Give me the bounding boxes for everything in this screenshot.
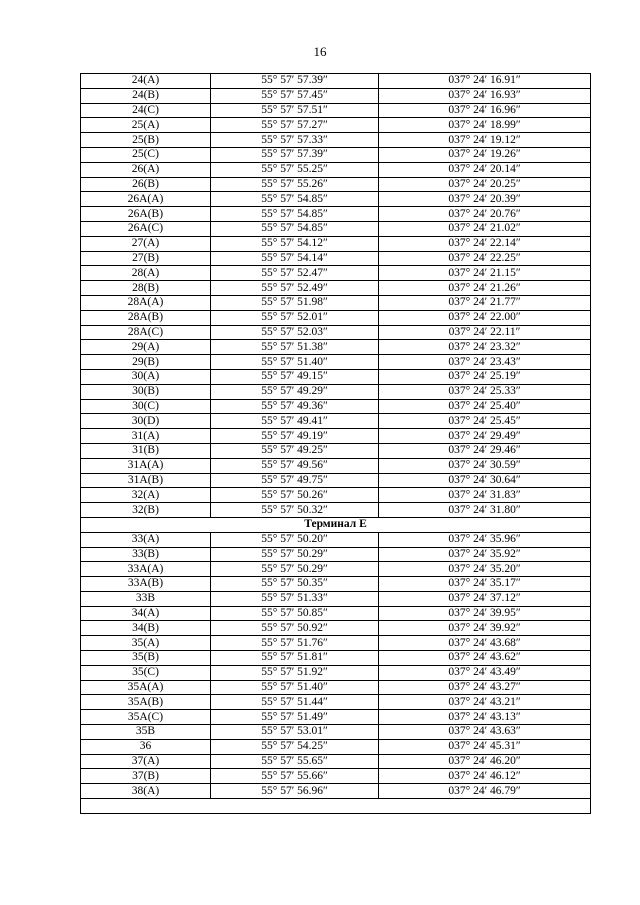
latitude-cell: 55° 57′ 49.36″: [211, 399, 379, 414]
stand-id-cell: 24(C): [81, 103, 211, 118]
longitude-cell: 037° 24′ 18.99″: [379, 118, 591, 133]
stand-id-cell: 26A(A): [81, 192, 211, 207]
latitude-cell: 55° 57′ 54.12″: [211, 236, 379, 251]
latitude-cell: 55° 57′ 49.29″: [211, 384, 379, 399]
table-row: [81, 192, 591, 207]
stand-id-cell: 26(A): [81, 162, 211, 177]
stand-id-cell: 38(A): [81, 784, 211, 799]
latitude-cell: 55° 57′ 50.29″: [211, 562, 379, 577]
stand-id-cell: 35A(C): [81, 710, 211, 725]
table-row: [81, 162, 591, 177]
longitude-cell: 037° 24′ 25.19″: [379, 369, 591, 384]
longitude-cell: 037° 24′ 43.68″: [379, 636, 591, 651]
latitude-cell: 55° 57′ 51.76″: [211, 636, 379, 651]
table-row: [81, 710, 591, 725]
longitude-cell: 037° 24′ 20.14″: [379, 162, 591, 177]
latitude-cell: 55° 57′ 55.65″: [211, 754, 379, 769]
longitude-cell: 037° 24′ 16.91″: [379, 74, 591, 89]
table-row: [81, 547, 591, 562]
stand-id-cell: 33A(A): [81, 562, 211, 577]
longitude-cell: 037° 24′ 22.14″: [379, 236, 591, 251]
stand-id-cell: 35(A): [81, 636, 211, 651]
latitude-cell: 55° 57′ 50.20″: [211, 532, 379, 547]
empty-row: [81, 799, 591, 814]
stand-id-cell: 24(A): [81, 74, 211, 89]
latitude-cell: 55° 57′ 50.32″: [211, 503, 379, 518]
latitude-cell: 55° 57′ 57.27″: [211, 118, 379, 133]
table-row: [81, 473, 591, 488]
latitude-cell: 55° 57′ 54.85″: [211, 192, 379, 207]
latitude-cell: 55° 57′ 56.96″: [211, 784, 379, 799]
stand-id-cell: 33B: [81, 591, 211, 606]
table-body-part1: [81, 74, 591, 518]
latitude-cell: 55° 57′ 54.25″: [211, 739, 379, 754]
section-row: [81, 517, 591, 532]
stand-id-cell: 26(B): [81, 177, 211, 192]
longitude-cell: 037° 24′ 31.83″: [379, 488, 591, 503]
table-row: [81, 133, 591, 148]
table-row: [81, 429, 591, 444]
stand-id-cell: 35A(A): [81, 680, 211, 695]
longitude-cell: 037° 24′ 22.00″: [379, 310, 591, 325]
stand-id-cell: 31(B): [81, 443, 211, 458]
longitude-cell: 037° 24′ 20.76″: [379, 207, 591, 222]
table-section: [81, 517, 591, 532]
table-row: [81, 369, 591, 384]
latitude-cell: 55° 57′ 54.85″: [211, 221, 379, 236]
longitude-cell: 037° 24′ 20.39″: [379, 192, 591, 207]
longitude-cell: 037° 24′ 46.12″: [379, 769, 591, 784]
table-row: [81, 562, 591, 577]
table-row: [81, 236, 591, 251]
table-row: [81, 74, 591, 89]
table-row: [81, 355, 591, 370]
latitude-cell: 55° 57′ 49.15″: [211, 369, 379, 384]
stand-id-cell: 30(B): [81, 384, 211, 399]
latitude-cell: 55° 57′ 51.33″: [211, 591, 379, 606]
latitude-cell: 55° 57′ 55.26″: [211, 177, 379, 192]
latitude-cell: 55° 57′ 51.40″: [211, 355, 379, 370]
stand-id-cell: 28(A): [81, 266, 211, 281]
longitude-cell: 037° 24′ 25.33″: [379, 384, 591, 399]
latitude-cell: 55° 57′ 49.75″: [211, 473, 379, 488]
stand-id-cell: 30(D): [81, 414, 211, 429]
table-row: [81, 754, 591, 769]
longitude-cell: 037° 24′ 23.32″: [379, 340, 591, 355]
latitude-cell: 55° 57′ 50.26″: [211, 488, 379, 503]
stand-id-cell: 27(A): [81, 236, 211, 251]
longitude-cell: 037° 24′ 43.13″: [379, 710, 591, 725]
table-row: [81, 340, 591, 355]
table-row: [81, 665, 591, 680]
table-row: [81, 414, 591, 429]
stand-id-cell: 37(A): [81, 754, 211, 769]
stand-id-cell: 32(A): [81, 488, 211, 503]
table-row: [81, 532, 591, 547]
latitude-cell: 55° 57′ 51.49″: [211, 710, 379, 725]
latitude-cell: 55° 57′ 52.47″: [211, 266, 379, 281]
stand-id-cell: 37(B): [81, 769, 211, 784]
latitude-cell: 55° 57′ 50.29″: [211, 547, 379, 562]
longitude-cell: 037° 24′ 35.96″: [379, 532, 591, 547]
stand-id-cell: 35(B): [81, 651, 211, 666]
longitude-cell: 037° 24′ 21.02″: [379, 221, 591, 236]
table-row: [81, 103, 591, 118]
latitude-cell: 55° 57′ 57.45″: [211, 88, 379, 103]
table-row: [81, 399, 591, 414]
stand-id-cell: 32(B): [81, 503, 211, 518]
longitude-cell: 037° 24′ 43.49″: [379, 665, 591, 680]
longitude-cell: 037° 24′ 30.59″: [379, 458, 591, 473]
table-row: [81, 725, 591, 740]
table-row: [81, 147, 591, 162]
table-row: [81, 295, 591, 310]
stand-id-cell: 34(B): [81, 621, 211, 636]
longitude-cell: 037° 24′ 43.62″: [379, 651, 591, 666]
stand-id-cell: 31A(A): [81, 458, 211, 473]
page-number: 16: [313, 44, 327, 59]
table-row: [81, 636, 591, 651]
table-row: [81, 177, 591, 192]
longitude-cell: 037° 24′ 20.25″: [379, 177, 591, 192]
stand-id-cell: 28A(B): [81, 310, 211, 325]
table-row: [81, 503, 591, 518]
longitude-cell: 037° 24′ 25.45″: [379, 414, 591, 429]
longitude-cell: 037° 24′ 23.43″: [379, 355, 591, 370]
stand-id-cell: 26A(C): [81, 221, 211, 236]
longitude-cell: 037° 24′ 46.20″: [379, 754, 591, 769]
latitude-cell: 55° 57′ 49.25″: [211, 443, 379, 458]
latitude-cell: 55° 57′ 57.51″: [211, 103, 379, 118]
longitude-cell: 037° 24′ 43.21″: [379, 695, 591, 710]
latitude-cell: 55° 57′ 52.03″: [211, 325, 379, 340]
latitude-cell: 55° 57′ 52.49″: [211, 281, 379, 296]
longitude-cell: 037° 24′ 22.25″: [379, 251, 591, 266]
coordinates-table: [80, 73, 591, 814]
section-title: Терминал E: [81, 517, 591, 532]
stand-id-cell: 29(A): [81, 340, 211, 355]
table-row: [81, 384, 591, 399]
table-row: [81, 739, 591, 754]
latitude-cell: 55° 57′ 57.39″: [211, 74, 379, 89]
longitude-cell: 037° 24′ 46.79″: [379, 784, 591, 799]
table-footer: [81, 799, 591, 814]
longitude-cell: 037° 24′ 35.17″: [379, 577, 591, 592]
table-row: [81, 310, 591, 325]
longitude-cell: 037° 24′ 39.92″: [379, 621, 591, 636]
stand-id-cell: 33(B): [81, 547, 211, 562]
latitude-cell: 55° 57′ 57.33″: [211, 133, 379, 148]
longitude-cell: 037° 24′ 25.40″: [379, 399, 591, 414]
latitude-cell: 55° 57′ 49.41″: [211, 414, 379, 429]
latitude-cell: 55° 57′ 57.39″: [211, 147, 379, 162]
stand-id-cell: 28A(C): [81, 325, 211, 340]
latitude-cell: 55° 57′ 50.85″: [211, 606, 379, 621]
table-row: [81, 325, 591, 340]
stand-id-cell: 31(A): [81, 429, 211, 444]
table-row: [81, 621, 591, 636]
longitude-cell: 037° 24′ 30.64″: [379, 473, 591, 488]
latitude-cell: 55° 57′ 51.81″: [211, 651, 379, 666]
longitude-cell: 037° 24′ 21.26″: [379, 281, 591, 296]
longitude-cell: 037° 24′ 37.12″: [379, 591, 591, 606]
stand-id-cell: 25(C): [81, 147, 211, 162]
stand-id-cell: 27(B): [81, 251, 211, 266]
latitude-cell: 55° 57′ 50.35″: [211, 577, 379, 592]
latitude-cell: 55° 57′ 51.44″: [211, 695, 379, 710]
stand-id-cell: 34(A): [81, 606, 211, 621]
table-row: [81, 488, 591, 503]
latitude-cell: 55° 57′ 54.85″: [211, 207, 379, 222]
stand-id-cell: 36: [81, 739, 211, 754]
table-row: [81, 784, 591, 799]
empty-cell: [81, 799, 591, 814]
table-row: [81, 88, 591, 103]
table-row: [81, 577, 591, 592]
table-row: [81, 266, 591, 281]
longitude-cell: 037° 24′ 35.20″: [379, 562, 591, 577]
longitude-cell: 037° 24′ 39.95″: [379, 606, 591, 621]
table-row: [81, 207, 591, 222]
stand-id-cell: 30(A): [81, 369, 211, 384]
table-row: [81, 118, 591, 133]
latitude-cell: 55° 57′ 51.92″: [211, 665, 379, 680]
longitude-cell: 037° 24′ 16.96″: [379, 103, 591, 118]
stand-id-cell: 35(C): [81, 665, 211, 680]
longitude-cell: 037° 24′ 16.93″: [379, 88, 591, 103]
stand-id-cell: 28A(A): [81, 295, 211, 310]
stand-id-cell: 33A(B): [81, 577, 211, 592]
latitude-cell: 55° 57′ 49.19″: [211, 429, 379, 444]
longitude-cell: 037° 24′ 35.92″: [379, 547, 591, 562]
longitude-cell: 037° 24′ 19.12″: [379, 133, 591, 148]
longitude-cell: 037° 24′ 19.26″: [379, 147, 591, 162]
latitude-cell: 55° 57′ 51.40″: [211, 680, 379, 695]
table-row: [81, 680, 591, 695]
longitude-cell: 037° 24′ 43.63″: [379, 725, 591, 740]
stand-id-cell: 35B: [81, 725, 211, 740]
stand-id-cell: 24(B): [81, 88, 211, 103]
latitude-cell: 55° 57′ 50.92″: [211, 621, 379, 636]
stand-id-cell: 29(B): [81, 355, 211, 370]
table-row: [81, 251, 591, 266]
longitude-cell: 037° 24′ 29.46″: [379, 443, 591, 458]
longitude-cell: 037° 24′ 45.31″: [379, 739, 591, 754]
stand-id-cell: 25(A): [81, 118, 211, 133]
table-row: [81, 591, 591, 606]
stand-id-cell: 25(B): [81, 133, 211, 148]
stand-id-cell: 33(A): [81, 532, 211, 547]
latitude-cell: 55° 57′ 49.56″: [211, 458, 379, 473]
table-row: [81, 281, 591, 296]
table-row: [81, 443, 591, 458]
table-row: [81, 651, 591, 666]
table-row: [81, 769, 591, 784]
latitude-cell: 55° 57′ 55.25″: [211, 162, 379, 177]
table-row: [81, 458, 591, 473]
stand-id-cell: 30(C): [81, 399, 211, 414]
latitude-cell: 55° 57′ 54.14″: [211, 251, 379, 266]
latitude-cell: 55° 57′ 55.66″: [211, 769, 379, 784]
stand-id-cell: 35A(B): [81, 695, 211, 710]
latitude-cell: 55° 57′ 51.98″: [211, 295, 379, 310]
longitude-cell: 037° 24′ 31.80″: [379, 503, 591, 518]
stand-id-cell: 31A(B): [81, 473, 211, 488]
stand-id-cell: 26A(B): [81, 207, 211, 222]
table-row: [81, 606, 591, 621]
stand-id-cell: 28(B): [81, 281, 211, 296]
longitude-cell: 037° 24′ 43.27″: [379, 680, 591, 695]
longitude-cell: 037° 24′ 21.15″: [379, 266, 591, 281]
latitude-cell: 55° 57′ 51.38″: [211, 340, 379, 355]
table-row: [81, 221, 591, 236]
table-body-part2: [81, 532, 591, 798]
longitude-cell: 037° 24′ 22.11″: [379, 325, 591, 340]
longitude-cell: 037° 24′ 21.77″: [379, 295, 591, 310]
latitude-cell: 55° 57′ 52.01″: [211, 310, 379, 325]
longitude-cell: 037° 24′ 29.49″: [379, 429, 591, 444]
latitude-cell: 55° 57′ 53.01″: [211, 725, 379, 740]
table-row: [81, 695, 591, 710]
